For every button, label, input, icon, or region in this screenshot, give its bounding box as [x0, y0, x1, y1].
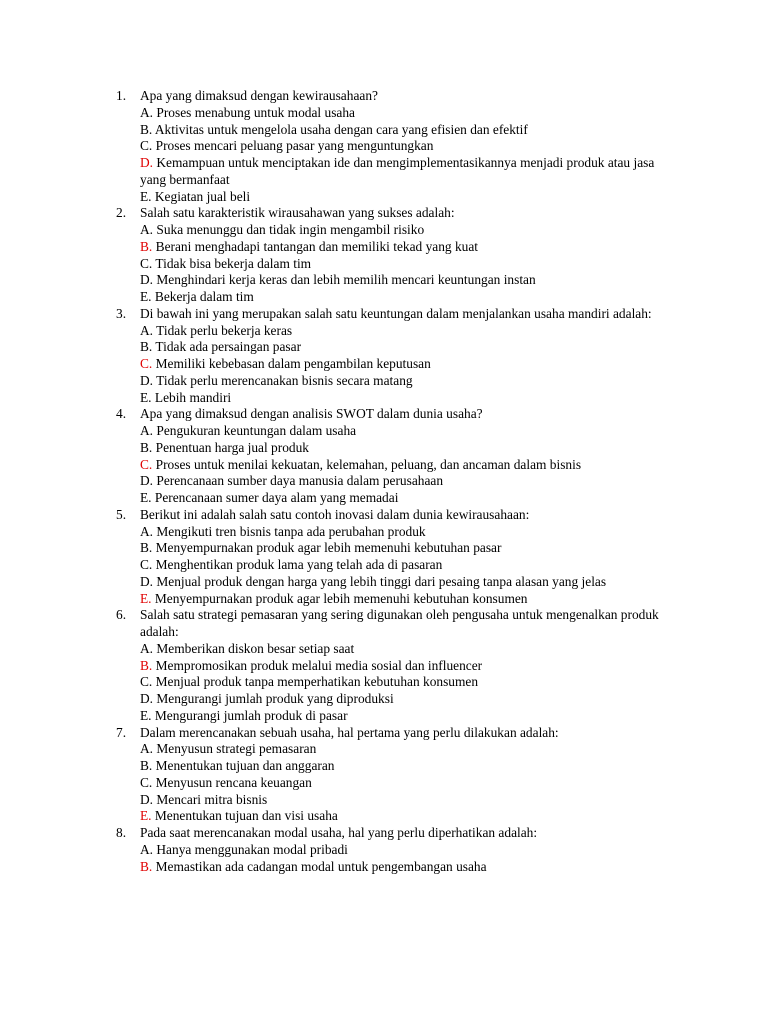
correct-answer-letter: C. [140, 356, 153, 371]
correct-answer-letter: E. [140, 590, 152, 606]
answer-option [140, 540, 660, 557]
answer-option [140, 222, 660, 239]
question-list [0, 88, 768, 875]
answer-option [140, 189, 660, 206]
option-text: Menentukan tujuan dan anggaran [155, 758, 335, 773]
answer-option [140, 641, 660, 658]
option-letter: E. [140, 707, 152, 723]
answer-option [140, 138, 660, 155]
option-letter: A. [140, 104, 154, 120]
option-text: Menghentikan produk lama yang telah ada di pasaran [155, 557, 443, 572]
option-letter: E. [140, 389, 152, 405]
answer-option [140, 859, 660, 876]
answer-option [140, 490, 660, 507]
option-letter: E. [140, 490, 152, 505]
option-text: Pengukuran keuntungan dalam usaha [156, 423, 357, 438]
question-number: 4. [116, 406, 127, 422]
option-text: Mengurangi jumlah produk yang diproduksi [156, 691, 394, 706]
correct-answer-letter: D. [140, 155, 154, 170]
question-number: 2. [116, 205, 127, 221]
question-text: Salah satu strategi pemasaran yang sering digunakan oleh pengusaha untuk mengenalkan produk adalah: [140, 607, 659, 639]
question-text: Apa yang dimaksud dengan kewirausahaan? [140, 88, 378, 103]
option-letter: D. [140, 372, 154, 388]
option-letter: B. [140, 121, 153, 137]
answer-option [140, 842, 660, 859]
answer-option [140, 155, 660, 189]
option-letter: C. [140, 774, 153, 790]
option-letter: B. [140, 758, 153, 773]
option-text: Menyusun rencana keuangan [155, 774, 312, 790]
answer-option [140, 741, 660, 758]
answer-option [140, 792, 660, 809]
option-letter: A. [140, 523, 154, 539]
answer-option [140, 423, 660, 440]
question-text: Salah satu karakteristik wirausahawan yang sukses adalah: [140, 205, 455, 221]
answer-option [140, 691, 660, 708]
option-text: Lebih mandiri [154, 389, 232, 405]
answer-option [140, 473, 660, 490]
option-letter: A. [140, 222, 154, 237]
option-text: Menjual produk tanpa memperhatikan kebutuhan konsumen [155, 674, 479, 690]
answer-option [140, 390, 660, 407]
answer-option [140, 373, 660, 390]
correct-answer-letter: B. [140, 238, 153, 254]
option-text: Mengurangi jumlah produk di pasar [154, 707, 348, 723]
option-text: Hanya menggunakan modal pribadi [156, 841, 348, 857]
option-text: Menyempurnakan produk agar lebih memenuhi kebutuhan pasar [155, 540, 502, 556]
option-letter: D. [140, 473, 154, 489]
option-text: Kegiatan jual beli [154, 188, 251, 204]
option-letter: A. [140, 322, 154, 338]
option-text: Menghindari kerja keras dan lebih memilih mencari keuntungan instan [156, 272, 536, 288]
answer-option [140, 758, 660, 775]
option-letter: C. [140, 674, 153, 690]
question-number: 8. [116, 825, 127, 840]
option-letter: A. [140, 640, 154, 656]
answer-option [140, 574, 660, 591]
answer-option [140, 105, 660, 122]
option-text: Menentukan tujuan dan visi usaha [154, 808, 338, 824]
answer-option [140, 557, 660, 574]
option-text: Suka menunggu dan tidak ingin mengambil risiko [156, 222, 425, 237]
correct-answer-letter: E. [140, 808, 152, 824]
question-number: 6. [116, 607, 127, 623]
option-text: Mencari mitra bisnis [156, 791, 268, 807]
option-letter: D. [140, 272, 154, 288]
correct-answer-letter: B. [140, 858, 153, 874]
option-letter: A. [140, 423, 154, 438]
answer-option [140, 775, 660, 792]
option-letter: B. [140, 439, 153, 455]
question-item [0, 406, 660, 507]
option-text: Memastikan ada cadangan modal untuk pengembangan usaha [155, 858, 487, 874]
option-text: Berani menghadapi tantangan dan memiliki tekad yang kuat [155, 238, 479, 254]
option-text: Kemampuan untuk menciptakan ide dan mengimplementasikannya menjadi produk atau jasa yang bermanfaat [140, 155, 655, 187]
option-text: Tidak perlu merencanakan bisnis secara matang [156, 372, 413, 388]
answer-option [140, 356, 660, 373]
answer-option [140, 524, 660, 541]
option-letter: D. [140, 573, 154, 589]
option-letter: D. [140, 691, 154, 706]
question-item [0, 725, 660, 826]
answer-option [140, 339, 660, 356]
option-text: Perencanaan sumer daya alam yang memadai [154, 490, 399, 505]
question-number: 1. [116, 88, 127, 103]
option-letter: D. [140, 791, 154, 807]
option-letter: B. [140, 540, 153, 556]
option-text: Memberikan diskon besar setiap saat [156, 640, 355, 656]
answer-option [140, 591, 660, 608]
answer-option [140, 658, 660, 675]
answer-option [140, 323, 660, 340]
option-text: Mengikuti tren bisnis tanpa ada perubahan produk [156, 523, 426, 539]
question-text: Pada saat merencanakan modal usaha, hal yang perlu diperhatikan adalah: [140, 825, 538, 840]
option-letter: A. [140, 741, 154, 757]
question-text: Apa yang dimaksud dengan analisis SWOT dalam dunia usaha? [140, 406, 483, 422]
option-text: Tidak perlu bekerja keras [156, 322, 293, 338]
option-text: Perencanaan sumber daya manusia dalam perusahaan [156, 473, 444, 489]
question-item [0, 88, 660, 205]
question-item [0, 825, 660, 875]
option-text: Menyempurnakan produk agar lebih memenuhi kebutuhan konsumen [154, 590, 528, 606]
option-letter: C. [140, 138, 153, 154]
option-text: Proses untuk menilai kekuatan, kelemahan, peluang, dan ancaman dalam bisnis [155, 456, 582, 472]
option-letter: C. [140, 557, 153, 572]
answer-option [140, 808, 660, 825]
question-number: 5. [116, 506, 127, 522]
question-number: 3. [116, 305, 127, 321]
question-item [0, 507, 660, 608]
option-text: Menyusun strategi pemasaran [156, 741, 317, 757]
question-text: Dalam merencanakan sebuah usaha, hal pertama yang perlu dilakukan adalah: [140, 724, 559, 740]
option-letter: C. [140, 255, 153, 271]
question-text: Berikut ini adalah salah satu contoh inovasi dalam dunia kewirausahaan: [140, 506, 530, 522]
question-text: Di bawah ini yang merupakan salah satu keuntungan dalam menjalankan usaha mandiri adalah: [140, 305, 652, 321]
option-letter: B. [140, 339, 153, 355]
answer-option [140, 440, 660, 457]
option-text: Menjual produk dengan harga yang lebih tinggi dari pesaing tanpa alasan yang jelas [156, 573, 607, 589]
answer-option [140, 272, 660, 289]
answer-option [140, 674, 660, 691]
question-item [0, 306, 660, 407]
option-text: Aktivitas untuk mengelola usaha dengan cara yang efisien dan efektif [154, 121, 528, 137]
option-text: Bekerja dalam tim [154, 289, 254, 304]
correct-answer-letter: C. [140, 456, 153, 472]
option-text: Memiliki kebebasan dalam pengambilan keputusan [155, 356, 431, 371]
correct-answer-letter: B. [140, 657, 153, 673]
option-text: Proses mencari peluang pasar yang menguntungkan [155, 138, 434, 154]
option-letter: E. [140, 188, 152, 204]
question-item [0, 205, 660, 306]
answer-option [140, 122, 660, 139]
option-letter: E. [140, 289, 152, 304]
option-text: Mempromosikan produk melalui media sosial dan influencer [155, 657, 483, 673]
answer-option [140, 708, 660, 725]
option-text: Penentuan harga jual produk [155, 439, 309, 455]
option-text: Tidak ada persaingan pasar [155, 339, 302, 355]
answer-option [140, 256, 660, 273]
option-text: Tidak bisa bekerja dalam tim [155, 255, 312, 271]
option-letter: A. [140, 841, 154, 857]
question-item [0, 607, 660, 724]
question-number: 7. [116, 724, 127, 740]
answer-option [140, 457, 660, 474]
answer-option [140, 239, 660, 256]
option-text: Proses menabung untuk modal usaha [156, 104, 355, 120]
answer-option [140, 289, 660, 306]
